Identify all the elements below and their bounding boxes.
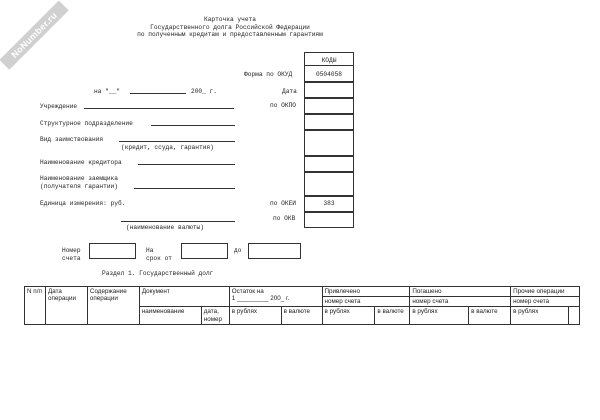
okud-label: Форма по ОКУД <box>244 71 293 78</box>
balance-rub: в рублях <box>229 307 281 324</box>
institution-line[interactable] <box>84 108 234 109</box>
section-title: Раздел 1. Государственный долг <box>102 270 214 277</box>
codes-header: КОДЫ <box>321 57 337 64</box>
code-cell-blank-1[interactable] <box>304 114 354 130</box>
creditor-line[interactable] <box>138 164 235 165</box>
code-cell-blank-2[interactable] <box>304 130 354 156</box>
col-op-content: Содержание операции <box>87 287 139 325</box>
borrowing-type-label: Вид заимствования <box>40 136 104 143</box>
borrowing-type-hint: (кредит, ссуда, гарантия) <box>121 144 214 151</box>
okud-value: 0504058 <box>316 71 342 78</box>
okei-value: 383 <box>323 200 335 207</box>
term-to-label: до <box>234 247 242 254</box>
table-header-row <box>25 287 580 297</box>
subdivision-label: Структурное подразделение <box>40 120 133 127</box>
attracted-account-no: номер счета <box>322 297 410 307</box>
col-n: N п/п <box>25 287 46 325</box>
attracted-rub: в рублях <box>322 307 375 324</box>
repaid-account-no: номер счета <box>410 297 511 307</box>
other-cur <box>568 307 579 324</box>
date-suffix: 200_ г. <box>191 88 217 95</box>
other-account-no: номер счета <box>511 297 580 307</box>
debt-register-table <box>24 286 580 325</box>
account-label: Номер <box>62 247 81 254</box>
date-month-line[interactable] <box>130 93 186 94</box>
subdivision-line[interactable] <box>151 125 235 126</box>
code-cell-blank-3[interactable] <box>304 156 354 172</box>
okv-cell[interactable] <box>304 212 354 228</box>
currency-line[interactable] <box>121 221 235 222</box>
header-subtitle-2: по полученным кредитам и предоставленным гарантиям <box>137 31 323 38</box>
balance-label: Остаток на <box>231 288 264 295</box>
header-title: Карточка учета <box>204 16 256 23</box>
col-op-date: Дата операции <box>45 287 87 325</box>
date-prefix: на "__" <box>94 88 120 95</box>
borrower-line[interactable] <box>134 188 235 189</box>
okv-label: по ОКВ <box>273 215 296 222</box>
col-attracted: Привлечено <box>322 287 410 297</box>
repaid-rub: в рублях <box>410 307 469 324</box>
other-rub: в рублях <box>511 307 569 324</box>
col-document: Документ <box>139 287 229 307</box>
attracted-cur: в валюте <box>375 307 410 324</box>
borrowing-type-line[interactable] <box>119 141 235 142</box>
code-cell-blank-4[interactable] <box>304 172 354 196</box>
doc-name: наименование <box>139 307 201 324</box>
repaid-cur: в валюте <box>469 307 511 324</box>
term-label-2: срок от <box>146 255 172 262</box>
balance-cur: в валюте <box>281 307 322 324</box>
term-from-field[interactable] <box>181 243 228 259</box>
watermark-logo: NoNumber.ru <box>0 0 69 70</box>
date-code-label: Дата <box>282 88 297 95</box>
term-label: На <box>146 247 154 254</box>
account-label-2: счета <box>62 255 81 262</box>
col-other: Прочие операции <box>511 287 580 297</box>
term-to-field[interactable] <box>248 243 301 259</box>
col-repaid: Погашено <box>410 287 511 297</box>
borrower-label: Наименование заемщика <box>40 175 118 182</box>
date-code-cell[interactable] <box>304 82 354 98</box>
borrower-label-2: (получателя гарантии) <box>40 183 118 190</box>
okpo-cell[interactable] <box>304 98 354 114</box>
institution-label: Учреждение <box>40 103 78 110</box>
unit-label: Единица измерения: руб. <box>40 200 126 207</box>
account-number-field[interactable] <box>89 243 136 259</box>
currency-hint: (наименование валюты) <box>126 224 204 231</box>
header-subtitle: Государственного долга Российской Федерации <box>150 24 310 31</box>
col-balance <box>229 287 322 307</box>
balance-date: 1 _________ 200_ г. <box>231 295 290 303</box>
okei-label: по ОКЕИ <box>270 200 296 207</box>
okpo-label: по ОКПО <box>270 102 296 109</box>
creditor-label: Наименование кредитора <box>40 159 122 166</box>
doc-date-no: дата, номер <box>201 307 229 324</box>
